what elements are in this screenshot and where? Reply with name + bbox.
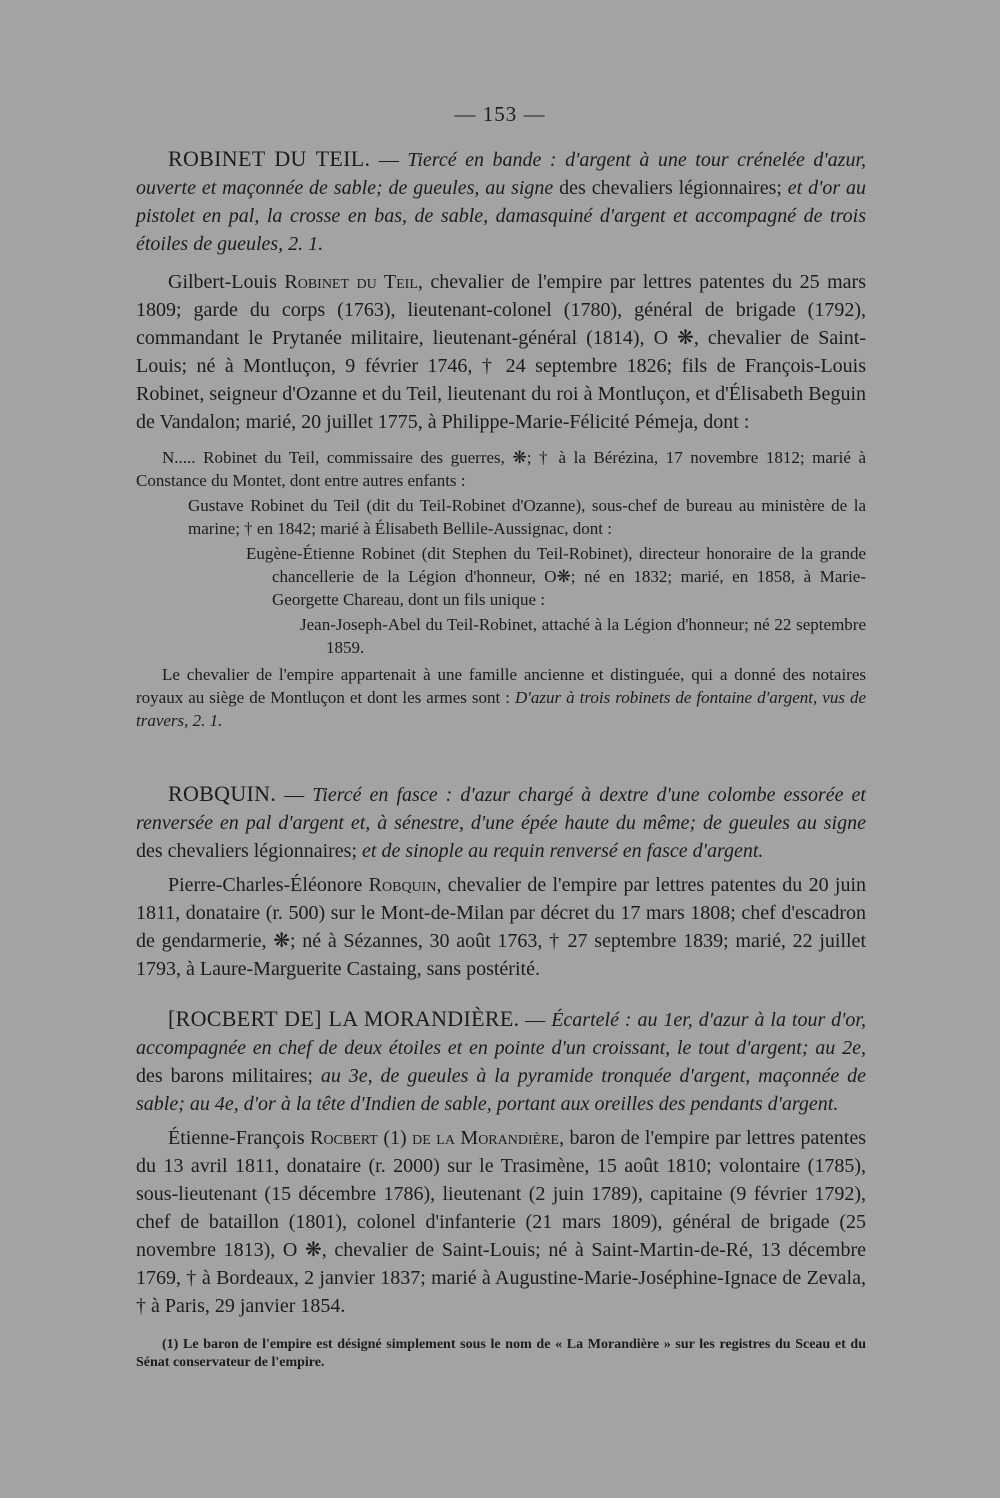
arms-description: Tiercé en bande : d'argent à une tour crénelée d'azur, ouverte et maçonnée de sable; de gueules, au signe: [136, 149, 867, 199]
bio-given-names: Pierre-Charles-Éléonore: [168, 874, 369, 896]
family-note-text: Le chevalier de l'empire appartenait à une famille ancienne et distinguée, qui a donné des notaires royaux au siège de Montluçon et dont les armes sont :: [136, 665, 866, 707]
entry-heading: [136, 780, 866, 865]
arms-description-plain: des barons militaires;: [136, 1065, 321, 1087]
descendant-level-3: Eugène-Étienne Robinet (dit Stephen du Teil-Robinet), directeur honoraire de la grande chancellerie de la Légion d'honneur, O❋; né en 1832; marié, en 1858, à Marie-Georgette Chareau, dont un fils unique :: [246, 544, 866, 609]
entry-robquin: [136, 780, 866, 983]
bio-surname: Robquin: [368, 874, 437, 896]
entry-separator: —: [276, 784, 313, 806]
arms-description-cont: et de sinople au requin renversé en fasce d'argent.: [362, 840, 764, 862]
entry-separator: —: [519, 1009, 552, 1031]
family-note: [136, 663, 866, 732]
family-note-arms: D'azur à trois robinets de fontaine d'argent, vus de travers, 2. 1.: [136, 688, 866, 730]
bio-surname: Robinet du Teil: [284, 271, 418, 293]
bio-text: , chevalier de l'empire par lettres patentes du 25 mars 1809; garde du corps (1763), lieutenant-colonel (1780), général de brigade (1792), commandant le Prytanée militaire, lieutenant-général (1814), O ❋, chevalier de Saint-Louis; né à Montluçon, 9 février 1746, † 24 septembre 1826; fils de François-Louis Robinet, seigneur d'Ozanne et du Teil, lieutenant du roi à Montluçon, et d'Élisabeth Beguin de Vandalon; marié, 20 juillet 1775, à Philippe-Marie-Félicité Pémeja, dont :: [136, 271, 866, 433]
bio-surname: Rocbert: [310, 1127, 378, 1149]
arms-description-plain: des chevaliers légionnaires;: [553, 177, 788, 199]
entry-robinet-du-teil: [136, 145, 866, 732]
entry-heading: [136, 145, 866, 258]
biography: [136, 871, 866, 983]
arms-description-cont: au 3e, de gueules à la pyramide tronquée d'argent, maçonnée de sable; au 4e, d'or à la tête d'Indien de sable, portant aux oreilles des pendants d'argent.: [136, 1065, 866, 1115]
bio-title: de la Morandière: [412, 1127, 560, 1149]
bio-text: , chevalier de l'empire par lettres patentes du 20 juin 1811, donataire (r. 500) sur le Mont-de-Milan par décret du 17 mars 1808; chef d'escadron de gendarmerie, ❋; né à Sézannes, 30 août 1763, † 27 septembre 1839; marié, 22 juillet 1793, à Laure-Marguerite Castaing, sans postérité.: [136, 874, 866, 980]
descendant-level-2: Gustave Robinet du Teil (dit du Teil-Robinet d'Ozanne), sous-chef de bureau au ministère de la marine; † en 1842; marié à Élisabeth Bellile-Aussignac, dont :: [188, 496, 866, 538]
descendant-level-4: Jean-Joseph-Abel du Teil-Robinet, attaché à la Légion d'honneur; né 22 septembre 1859.: [300, 615, 866, 657]
bio-given-names: Étienne-François: [168, 1127, 311, 1149]
page-number: — 153 —: [454, 102, 546, 126]
biography: [136, 268, 866, 436]
entry-heading: [136, 1005, 866, 1118]
entry-name: [ROCBERT DE] LA MORANDIÈRE.: [168, 1006, 520, 1031]
bio-given-names: Gilbert-Louis: [168, 271, 285, 293]
arms-description: Écartelé : au 1er, d'azur à la tour d'or, accompagnée en chef de deux étoiles et en pointe d'un croissant, le tout d'argent; au 2e,: [136, 1009, 866, 1059]
bio-text: , baron de l'empire par lettres patentes du 13 avril 1811, donataire (r. 2000) sur le Trasimène, 15 août 1810; volontaire (1785), sous-lieutenant (15 décembre 1786), lieutenant (2 juin 1789), capitaine (9 février 1792), chef de bataillon (1801), colonel d'infanterie (21 mars 1809), général de brigade (25 novembre 1813), O ❋, chevalier de Saint-Louis; né à Saint-Martin-de-Ré, 13 décembre 1769, † à Bordeaux, 2 janvier 1837; marié à Augustine-Marie-Joséphine-Ignace de Zevala, † à Paris, 29 janvier 1854.: [136, 1127, 866, 1317]
arms-description-plain: des chevaliers légionnaires;: [136, 840, 363, 862]
footnote-reference: (1): [377, 1127, 413, 1149]
entry-rocbert-la-morandiere: [136, 1005, 866, 1372]
footnote: (1) Le baron de l'empire est désigné simplement sous le nom de « La Morandière » sur les registres du Sceau et du Sénat conservateur de l'empire.: [136, 1337, 866, 1370]
descendant-level-1: N..... Robinet du Teil, commissaire des guerres, ❋; † à la Bérézina, 17 novembre 1812; marié à Constance du Montet, dont entre autres enfants :: [136, 448, 866, 490]
entry-name: ROBQUIN.: [168, 781, 277, 806]
arms-description: Tiercé en fasce : d'azur chargé à dextre d'une colombe essorée et renversée en pal d'argent et, à sénestre, d'une épée haute du même; de gueules au signe: [136, 784, 866, 834]
entry-name: ROBINET DU TEIL.: [168, 146, 371, 171]
biography: [136, 1124, 866, 1320]
arms-description-cont: et d'or au pistolet en pal, la crosse en bas, de sable, damasquiné d'argent et accompagné de trois étoiles de gueules, 2. 1.: [136, 177, 866, 255]
entry-separator: —: [370, 149, 408, 171]
